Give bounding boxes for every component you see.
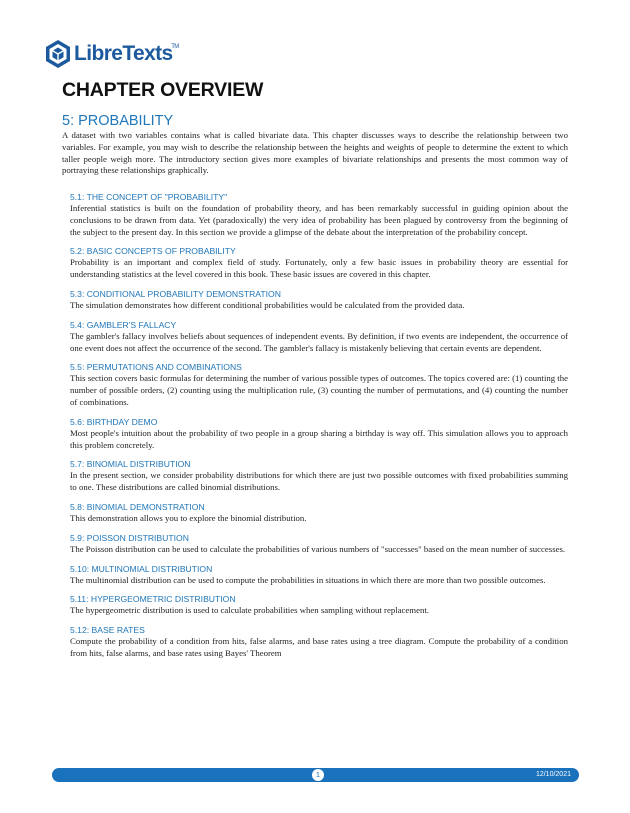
section-item [70,625,568,660]
libretexts-cube-icon [45,39,71,69]
section-summary: Compute the probability of a condition from hits, false alarms, and base rates using a tree diagram. Compute the probability of a condition from hits, false alarms, and base rates using Bayes' Theorem [70,636,568,658]
section-item [70,502,568,525]
page-footer [52,768,579,782]
section-summary: The simulation demonstrates how different conditional probabilities would be calculated from the provided data. [70,299,465,310]
section-item [70,320,568,355]
section-summary: This demonstration allows you to explore the binomial distribution. [70,512,307,523]
section-link[interactable]: 5.12: BASE RATES [70,625,145,636]
section-summary: Probability is an important and complex field of study. Fortunately, only a few basic issues in probability theory are essential for understanding statistics at the level covered in this book. These basic issues are covered in this chapter. [70,257,568,280]
section-summary: In the present section, we consider probability distributions for which there are just two possible outcomes with fixed probabilities summing to one. These distributions are called binomial distributions. [70,470,568,493]
section-link[interactable]: 5.9: POISSON DISTRIBUTION [70,532,189,543]
section-link[interactable]: 5.4: GAMBLER'S FALLACY [70,319,177,330]
section-link[interactable]: 5.6: BIRTHDAY DEMO [70,416,158,427]
section-summary: Inferential statistics is built on the foundation of probability theory, and has been remarkably successful in guiding opinion about the conclusions to be drawn from data. Yet (paradoxically) the very idea of probability has been plagued by controversy from the beginning of the subject to the present day. In this section we provide a glimpse of the debate about the interpretation of the probability concept. [70,203,568,237]
section-summary: This section covers basic formulas for determining the number of various possible types of outcomes. The topics covered are: (1) counting the number of possible orders, (2) counting using the multiplication rule, (3) counting the number of permutations, and (4) counting the number of combinations. [70,373,568,407]
chapter-label: CHAPTER OVERVIEW [62,79,264,101]
section-item [70,564,568,587]
trademark-mark: TM [171,44,179,50]
section-item [70,192,568,238]
section-summary: The Poisson distribution can be used to calculate the probabilities of various numbers of "successes" based on the mean number of successes. [70,543,566,554]
chapter-title[interactable]: 5: PROBABILITY [62,113,174,129]
section-summary: The hypergeometric distribution is used to calculate probabilities when sampling without replacement. [70,605,429,616]
section-link[interactable]: 5.2: BASIC CONCEPTS OF PROBABILITY [70,246,236,257]
section-summary: The gambler's fallacy involves beliefs about sequences of independent events. By definition, if two events are independent, the occurrence of one event does not affect the occurrence of the second. The gambler's fallacy is mistakenly believing that certain events are dependent. [70,330,568,353]
section-item [70,459,568,494]
section-link[interactable]: 5.7: BINOMIAL DISTRIBUTION [70,459,191,470]
section-summary: The multinomial distribution can be used to compute the probabilities in situations in which there are more than two possible outcomes. [70,574,546,585]
section-link[interactable]: 5.10: MULTINOMIAL DISTRIBUTION [70,563,213,574]
section-summary: Most people's intuition about the probability of two people in a group sharing a birthday is way off. This simulation allows you to approach this problem concretely. [70,427,568,450]
footer-date: 12/10/2021 [535,771,571,778]
section-item [70,533,568,556]
section-link[interactable]: 5.5: PERMUTATIONS AND COMBINATIONS [70,362,242,373]
section-link[interactable]: 5.11: HYPERGEOMETRIC DISTRIBUTION [70,594,236,605]
section-item [70,362,568,408]
logo-wordmark: LibreTexts TM [74,42,179,65]
section-item [70,289,568,312]
section-link[interactable]: 5.1: THE CONCEPT OF "PROBABILITY" [70,192,228,202]
page-number: 1 [312,769,324,781]
section-item [70,594,568,617]
libretexts-logo[interactable] [45,38,179,70]
section-link[interactable]: 5.8: BINOMIAL DEMONSTRATION [70,501,205,512]
chapter-intro: A dataset with two variables contains what is called bivariate data. This chapter discusses ways to describe the relationship between two variables. For example, you may wish to describe the relationship between the heights and weights of people to determine the extent to which taller people weigh more. The introductory section gives more examples of bivariate relationships and presents the most common way of portraying these relationships graphically. [62,130,568,176]
section-list [70,192,568,668]
section-item [70,246,568,281]
section-item [70,417,568,452]
section-link[interactable]: 5.3: CONDITIONAL PROBABILITY DEMONSTRATION [70,288,281,299]
